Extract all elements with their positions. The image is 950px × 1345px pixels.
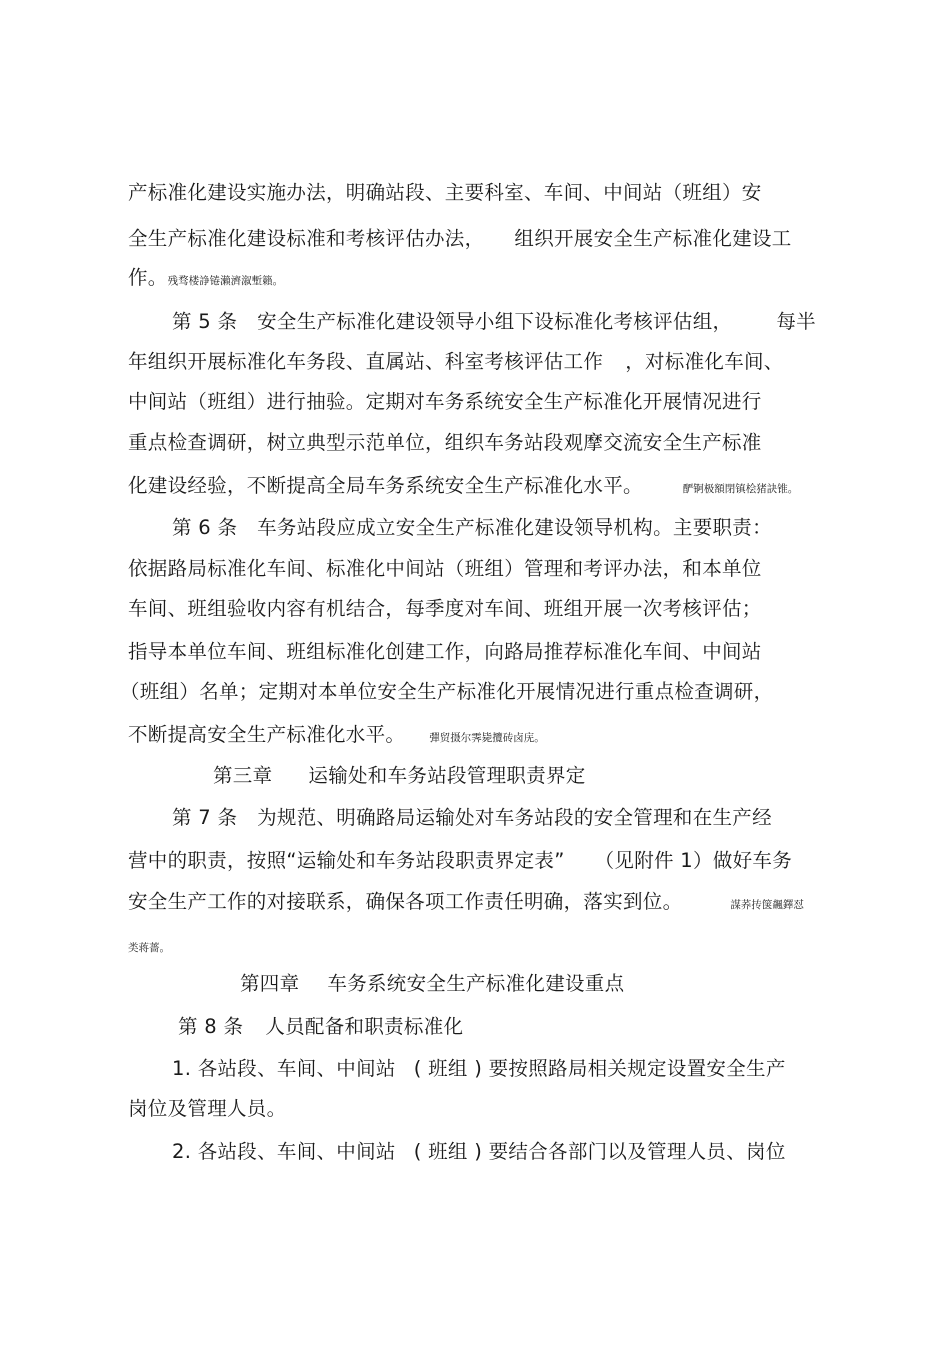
garbled-note: 彈贸摄尔霁毙攬砖卤庑。 bbox=[429, 732, 545, 744]
list-item bbox=[172, 1140, 786, 1164]
text-segment: 化建设经验，不断提高全局车务系统安全生产标准化水平。 bbox=[128, 474, 643, 497]
text-segment: ( 班组 ) 要按照路局相关规定设置安全生产 bbox=[413, 1057, 786, 1080]
chapter-number: 第三章 bbox=[213, 764, 273, 787]
text-segment: 组织开展安全生产标准化建设工 bbox=[514, 227, 792, 250]
text-line bbox=[128, 474, 798, 501]
text-line bbox=[128, 350, 784, 374]
text-line: 车间、班组验收内容有机结合，每季度对车间、班组开展一次考核评估； bbox=[128, 597, 762, 620]
text-segment: 第 5 条 安全生产标准化建设领导小组下设标准化考核评估组， bbox=[172, 310, 733, 333]
text-line: 岗位及管理人员。 bbox=[128, 1097, 287, 1120]
chapter-number: 第四章 bbox=[240, 972, 300, 995]
text-line bbox=[128, 266, 283, 293]
text-line: 重点检查调研，树立典型示范单位，组织车务站段观摩交流安全生产标准 bbox=[128, 431, 762, 454]
chapter-title: 运输处和车务站段管理职责界定 bbox=[308, 764, 586, 787]
garbled-note: 类蒋薔。 bbox=[128, 942, 170, 954]
text-segment: ，对标准化车间、 bbox=[625, 350, 784, 373]
text-segment: 每半 bbox=[776, 310, 816, 333]
text-segment: 不断提高安全生产标准化水平。 bbox=[128, 723, 406, 746]
text-line: 依据路局标准化车间、标准化中间站（班组）管理和考评办法，和本单位 bbox=[128, 557, 762, 580]
text-segment: 2. 各站段、车间、中间站 bbox=[172, 1140, 396, 1163]
text-line: 产标准化建设实施办法，明确站段、主要科室、车间、中间站（班组）安 bbox=[128, 181, 762, 204]
chapter-title: 车务系统安全生产标准化建设重点 bbox=[327, 972, 625, 995]
text-segment: 作。 bbox=[128, 266, 168, 289]
garbled-note: 謀荞抟箧飆鐸怼 bbox=[730, 899, 804, 911]
garbled-note: 残骛楼諍锩瀨濟溆塹籟。 bbox=[167, 275, 284, 287]
chapter-3-heading bbox=[213, 764, 586, 788]
text-segment: 第 8 条 bbox=[178, 1015, 244, 1038]
article-7-line: 第 7 条 为规范、明确路局运输处对车务站段的安全管理和在生产经 bbox=[172, 806, 772, 829]
article-6-line: 第 6 条 车务站段应成立安全生产标准化建设领导机构。主要职责： bbox=[172, 516, 772, 539]
text-line: 中间站（班组）进行抽验。定期对车务系统安全生产标准化开展情况进行 bbox=[128, 390, 762, 413]
text-segment: 安全生产工作的对接联系，确保各项工作责任明确，落实到位。 bbox=[128, 890, 683, 913]
chapter-4-heading bbox=[240, 972, 624, 996]
text-segment: 年组织开展标准化车务段、直属站、科室考核评估工作 bbox=[128, 350, 604, 373]
text-segment: 人员配备和职责标准化 bbox=[265, 1015, 464, 1038]
text-line bbox=[128, 723, 545, 750]
text-segment: （见附件 1）做好车务 bbox=[594, 849, 793, 872]
text-segment: ( 班组 ) 要结合各部门以及管理人员、岗位 bbox=[413, 1140, 786, 1163]
text-line bbox=[128, 890, 804, 917]
text-line bbox=[128, 849, 792, 873]
article-8-heading bbox=[178, 1015, 463, 1039]
text-line: （班组）名单；定期对本单位安全生产标准化开展情况进行重点检查调研， bbox=[120, 680, 774, 703]
text-segment: 全生产标准化建设标准和考核评估办法， bbox=[128, 227, 485, 250]
article-5-line bbox=[172, 310, 816, 334]
text-line bbox=[128, 227, 792, 251]
list-item bbox=[172, 1057, 786, 1081]
garbled-note: 酽锕极額閉镇桧猪訣锥。 bbox=[682, 483, 799, 495]
text-segment: 营中的职责，按照“运输处和车务站段职责界定表” bbox=[128, 849, 565, 872]
text-segment: 1. 各站段、车间、中间站 bbox=[172, 1057, 396, 1080]
text-line: 指导本单位车间、班组标准化创建工作，向路局推荐标准化车间、中间站 bbox=[128, 640, 762, 663]
